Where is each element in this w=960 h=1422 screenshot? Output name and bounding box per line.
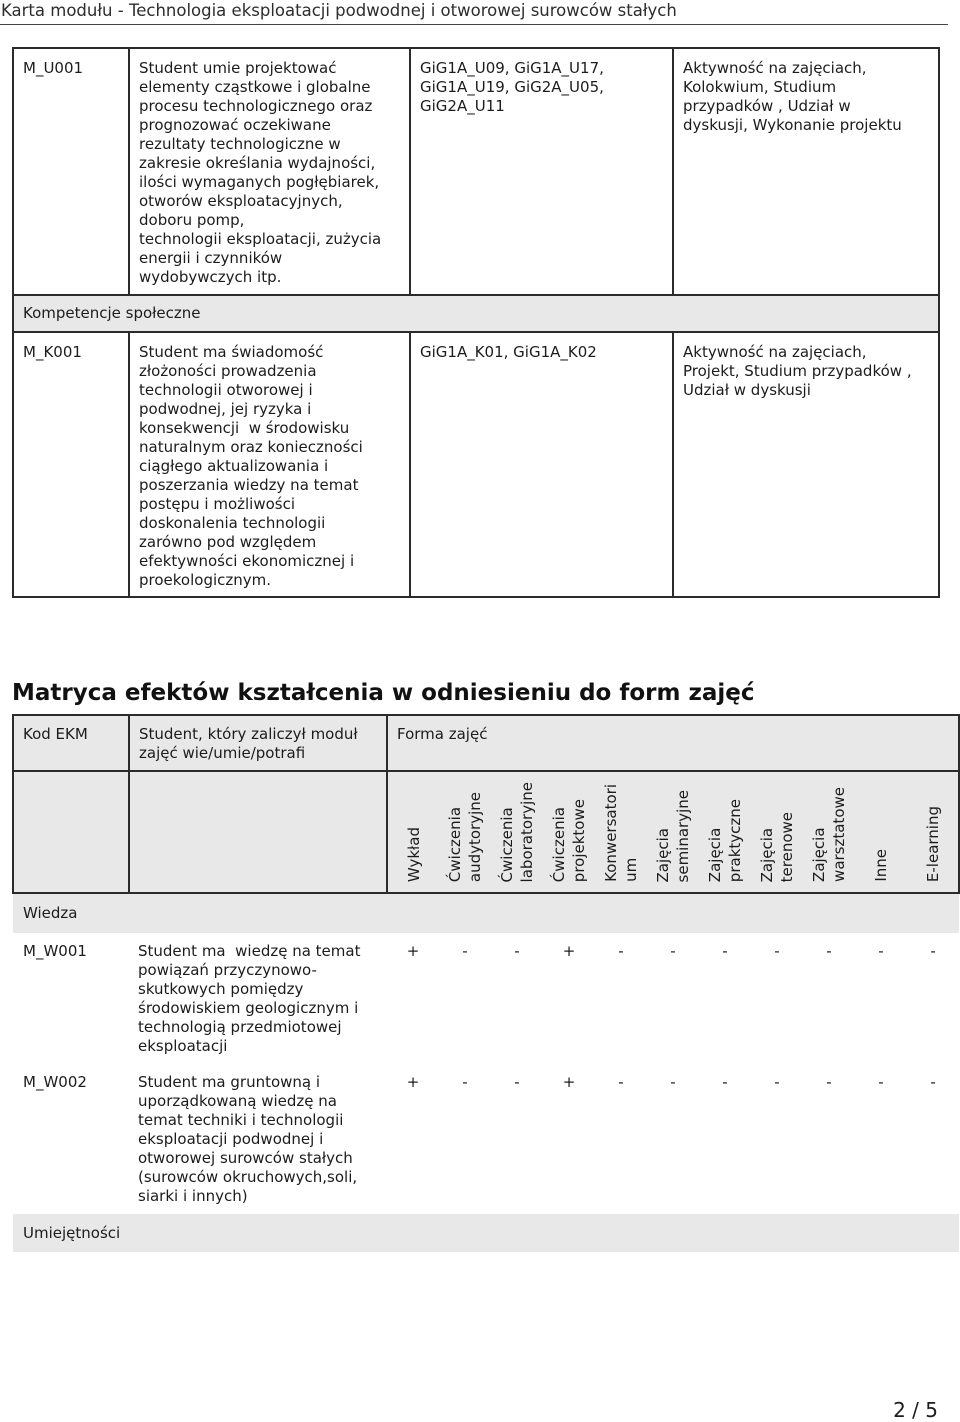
form-label-konwersatorium: Konwersatori um: [602, 784, 640, 882]
form-label-cwiczenia-projektowe: Ćwiczenia projektowe: [550, 798, 588, 882]
form-mark: -: [618, 942, 624, 960]
matrix-heading: Matryca efektów kształcenia w odniesieniu do form zajęć: [12, 680, 755, 706]
outcome-references: GiG1A_K01, GiG1A_K02: [410, 332, 673, 597]
outcome-row: [13, 48, 939, 295]
form-mark: -: [826, 1073, 832, 1091]
form-label-wyklad: Wykład: [404, 826, 423, 882]
outcome-description: Student umie projektować elementy cząstkowe i globalne procesu technologicznego oraz prognozować oczekiwane rezultaty technologiczne w zakresie określania wydajności, ilości wymaganych pogłębiarek, otworów eksploatacyjnych, doboru pomp, technologii eksploatacji, zużycia energii i czynników wydobywczych itp.: [129, 48, 410, 295]
matrix-row-code: M_W002: [23, 1073, 87, 1091]
outcomes-forms-matrix: [12, 714, 960, 1252]
form-mark: -: [722, 942, 728, 960]
section-label: Kompetencje społeczne: [13, 295, 939, 332]
header-spacer: [129, 771, 387, 893]
matrix-row-code: M_W001: [23, 942, 87, 960]
form-mark: -: [618, 1073, 624, 1091]
form-mark: +: [562, 1073, 576, 1091]
form-label-cell: [387, 771, 439, 893]
form-mark: -: [514, 942, 520, 960]
form-label-cell: [699, 771, 751, 893]
category-row: [13, 1214, 959, 1252]
form-label-inne: Inne: [872, 849, 890, 882]
form-mark: -: [878, 942, 884, 960]
form-mark: -: [878, 1073, 884, 1091]
outcome-code: M_K001: [13, 332, 129, 597]
form-label-cell: [907, 771, 959, 893]
form-label-e-learning: E-learning: [923, 805, 942, 882]
form-mark: -: [774, 942, 780, 960]
form-label-cell: [647, 771, 699, 893]
outcome-row: [13, 332, 939, 597]
category-label-umiejetnosci: Umiejętności: [13, 1214, 959, 1252]
form-mark: -: [514, 1073, 520, 1091]
form-mark: -: [462, 942, 468, 960]
matrix-header-row: [13, 715, 959, 771]
form-mark: +: [562, 942, 576, 960]
form-mark: -: [722, 1073, 728, 1091]
form-label-cell: [855, 771, 907, 893]
form-mark: +: [406, 1073, 420, 1091]
matrix-row: [13, 1064, 959, 1214]
form-label-cell: [491, 771, 543, 893]
form-mark: -: [670, 942, 676, 960]
matrix-row-description: Student ma wiedzę na temat powiązań przyczynowo- skutkowych pomiędzy środowiskiem geologicznym i technologią przedmiotowej eksploatacji: [138, 942, 361, 1055]
outcome-verification: Aktywność na zajęciach, Projekt, Studium przypadków , Udział w dyskusji: [673, 332, 939, 597]
form-label-zajecia-terenowe: Zajęcia terenowe: [758, 811, 796, 882]
form-label-cell: [595, 771, 647, 893]
matrix-form-labels-row: [13, 771, 959, 893]
category-row: [13, 893, 959, 933]
header-spacer: [13, 771, 129, 893]
form-label-cwiczenia-laboratoryjne: Ćwiczenia laboratoryjne: [498, 781, 536, 882]
outcome-verification: Aktywność na zajęciach, Kolokwium, Studium przypadków , Udział w dyskusji, Wykonanie projektu: [673, 48, 939, 295]
form-label-cell: [803, 771, 855, 893]
form-label-cell: [439, 771, 491, 893]
document-title: Karta modułu - Technologia eksploatacji podwodnej i otworowej surowców stałych: [0, 0, 948, 25]
form-mark: -: [670, 1073, 676, 1091]
section-row: [13, 295, 939, 332]
form-label-cell: [543, 771, 595, 893]
outcome-references: GiG1A_U09, GiG1A_U17, GiG1A_U19, GiG2A_U05, GiG2A_U11: [410, 48, 673, 295]
form-mark: -: [826, 942, 832, 960]
form-mark: -: [774, 1073, 780, 1091]
category-label-wiedza: Wiedza: [13, 893, 959, 933]
header-forms: Forma zajęć: [387, 715, 959, 771]
form-mark: -: [930, 942, 936, 960]
learning-outcomes-table: [12, 47, 940, 598]
form-label-zajecia-seminaryjne: Zajęcia seminaryjne: [654, 789, 692, 882]
page-number: 2 / 5: [893, 1398, 938, 1422]
form-mark: -: [930, 1073, 936, 1091]
header-student: Student, który zaliczył moduł zajęć wie/umie/potrafi: [129, 715, 387, 771]
outcome-code: M_U001: [13, 48, 129, 295]
form-mark: +: [406, 942, 420, 960]
form-label-cell: [751, 771, 803, 893]
form-label-zajecia-warsztatowe: Zajęcia warsztatowe: [810, 787, 848, 882]
outcome-description: Student ma świadomość złożoności prowadzenia technologii otworowej i podwodnej, jej ryzyka i konsekwencji w środowisku naturalnym oraz konieczności ciągłego aktualizowania i poszerzania wiedzy na temat postępu i możliwości doskonalenia technologii zarówno pod względem efektywności ekonomicznej i proekologicznym.: [129, 332, 410, 597]
matrix-row: [13, 933, 959, 1064]
header-code: Kod EKM: [13, 715, 129, 771]
form-mark: -: [462, 1073, 468, 1091]
matrix-row-description: Student ma gruntowną i uporządkowaną wiedzę na temat techniki i technologii eksploatacji podwodnej i otworowej surowców stałych (surowców okruchowych,soli, siarki i innych): [138, 1073, 358, 1205]
form-label-cwiczenia-audytoryjne: Ćwiczenia audytoryjne: [446, 791, 484, 882]
form-label-zajecia-praktyczne: Zajęcia praktyczne: [706, 798, 744, 882]
